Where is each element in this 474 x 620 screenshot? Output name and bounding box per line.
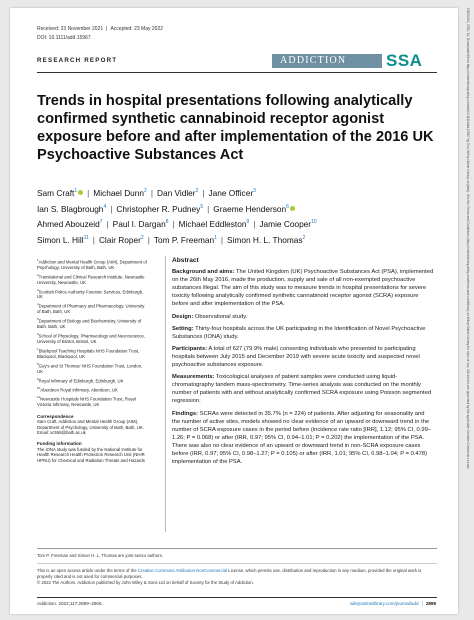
affiliation-marker[interactable]: 2 (195, 188, 199, 194)
author-name[interactable] (37, 219, 113, 229)
accepted-date: Accepted: 23 May 2022 (110, 26, 164, 32)
author-name[interactable] (227, 235, 305, 245)
author-name-text: Clair Roper (98, 235, 141, 246)
abstract-body (172, 268, 434, 466)
ssa-logo: SSA (386, 51, 423, 70)
author-name-text: Paul I. Dargan (112, 219, 166, 230)
author-line (37, 216, 439, 232)
affiliation-item (37, 317, 147, 329)
affiliation-list (37, 258, 147, 408)
affiliation-text: Department of Pharmacy and Pharmacology, University of Bath, Bath, UK (37, 303, 145, 315)
affiliation-marker[interactable]: 8 (165, 219, 169, 226)
affiliation-marker[interactable]: 6 (286, 203, 289, 210)
abstract-paragraph (172, 345, 434, 369)
affiliation-text: Newcastle Hospitals NHS Foundation Trust, Royal Victoria Infirmary, Newcastle, UK (37, 396, 136, 408)
author-name-text: Christopher R. Pudney (116, 203, 201, 214)
affiliation-number: 10 (37, 386, 41, 391)
abstract-section-label: Design: (172, 313, 194, 320)
author-divider: | (220, 235, 224, 246)
download-notice-strip (464, 8, 472, 608)
affiliation-text: Blackpool Teaching Hospitals NHS Foundation Trust, Blackpool, Blackpool, UK (37, 348, 140, 359)
correspondence-text: Sam Craft, Addiction and Mental Health Group (AIM), Department of Psychology, University of Bath, Bath, UK. (37, 419, 144, 430)
author-divider: | (207, 203, 210, 214)
affiliation-marker[interactable]: 5 (200, 203, 204, 210)
author-name-text: Sam Craft (37, 187, 75, 198)
author-name[interactable] (37, 235, 99, 245)
affiliation-text: Translational and Clinical Research Institute, Newcastle University, Newcastle, UK (37, 274, 145, 285)
orcid-icon[interactable] (78, 190, 83, 195)
abstract-section-label: Findings: (172, 410, 199, 417)
funding-block (37, 441, 147, 463)
affiliation-item (37, 377, 147, 384)
author-name-text: Dan Vidler (156, 187, 196, 198)
author-name[interactable] (213, 204, 295, 214)
footnote-rule (37, 548, 437, 549)
article-title: Trends in hospital presentations following analytically confirmed synthetic cannabinoid receptor agonist exposure before and after implementation of the 2016 UK Psychoactive Substances Act (37, 93, 434, 163)
author-name[interactable] (157, 188, 209, 198)
affiliation-marker[interactable]: 2 (144, 188, 147, 194)
abstract-paragraph (172, 410, 434, 467)
affiliation-number: 2 (37, 272, 39, 277)
correspondence-heading: Correspondence (37, 413, 74, 419)
author-name[interactable] (37, 188, 93, 198)
abstract-section-text: SCRAs were detected in 35.7% (n = 224) of patients. After adjusting for seasonality and the number of active sites, models showed no clear evidence of an upward or downward trend in the number of SCRA exposure cases in the period before (incidence rate ratio [IRR], 1.12; 95% CI, 0.99–1.26; P = 0.068) or after (IRR, 0.97; 95% CI, 0.94–1.01; P = 0.202) the implementation of the PSA. There was also no clear evidence of an upward or downward trend in non-SCRA exposure cases before (IRR, 0.97; 95% CI, 0.98–1.27; P = 0.105) or after (IRR, 1.01; 95% CI, 0.98–1.04; P = 0.478) implementation of the PSA. (172, 410, 432, 466)
abstract-section (172, 257, 434, 470)
affiliation-text: Addiction and Mental Health Group (AIM), Department of Psychology, University of Bath, Bath, UK (37, 259, 147, 270)
affiliation-item (37, 362, 147, 374)
author-name-text: Ahmed Abouzeid (37, 219, 100, 230)
license-line-1 (37, 568, 437, 580)
affiliation-text: Department of Biology and Biochemistry, University of Bath, Bath, UK (37, 318, 142, 330)
affiliation-item (37, 258, 147, 270)
affiliations-column (37, 258, 147, 463)
citation-footer: Addiction. 2022;117:2899–2906. (37, 601, 103, 606)
author-name-text: Jamie Cooper (259, 219, 312, 230)
affiliation-marker[interactable]: 10 (311, 219, 317, 226)
affiliation-item (37, 288, 147, 300)
affiliation-text: Aberdeen Royal Infirmary, Aberdeen, UK (40, 387, 118, 393)
affiliation-number: 8 (37, 361, 39, 366)
author-name[interactable] (99, 235, 154, 245)
license-link[interactable]: Creative Commons Attribution-NonCommercial (137, 568, 228, 573)
author-name[interactable] (209, 188, 256, 198)
affiliation-text: Scottish Police Authority Forensic Services, Edinburgh, UK (37, 289, 144, 300)
author-name[interactable] (259, 219, 316, 229)
affiliation-marker[interactable]: 7 (99, 219, 103, 226)
author-line (37, 200, 439, 216)
affiliation-marker[interactable]: 11 (83, 235, 89, 242)
author-name-text: Graeme Henderson (213, 203, 287, 214)
abstract-heading: Abstract (172, 257, 199, 264)
author-divider: | (147, 235, 150, 246)
funding-heading: Funding information (37, 441, 82, 447)
affiliation-item (37, 273, 147, 285)
author-divider: | (92, 235, 95, 246)
author-divider: | (202, 187, 205, 198)
author-name[interactable] (113, 219, 179, 229)
author-name[interactable] (93, 188, 157, 198)
affiliation-number: 9 (37, 376, 39, 381)
license-text-end: License, which permits use, distribution and reproduction in any medium, provided the original work is properly cited and is not used for commercial purposes. (37, 568, 422, 579)
affiliation-item (37, 386, 147, 393)
affiliation-marker[interactable]: 1 (214, 235, 217, 242)
journal-name-banner: ADDICTION (272, 54, 382, 68)
header-rule (37, 72, 437, 73)
author-name-text: Jane Officer (208, 187, 254, 198)
author-name-text: Simon H. L. Thomas (227, 235, 303, 246)
license-notice (37, 568, 437, 585)
affiliation-number: 1 (37, 258, 39, 262)
article-type-label: RESEARCH REPORT (37, 57, 118, 64)
article-page (10, 8, 458, 614)
license-rule (37, 563, 437, 564)
author-name-text: Ian S. Blagbrough (37, 203, 104, 214)
author-list (37, 184, 439, 247)
footer-rule (37, 597, 437, 598)
affiliation-marker[interactable]: 2 (302, 235, 306, 242)
author-name-text: Tom P. Freeman (153, 235, 215, 246)
abstract-section-label: Background and aims: (172, 269, 235, 276)
affiliation-marker[interactable]: 9 (246, 219, 250, 226)
affiliation-number: 4 (37, 302, 39, 307)
license-text: This is an open access article under the terms of the (37, 568, 138, 573)
affiliation-marker[interactable]: 4 (103, 203, 107, 210)
affiliation-number: 7 (37, 346, 39, 351)
page-number: 2899 (425, 601, 437, 606)
author-name-text: Michael Dunn (93, 187, 145, 198)
affiliation-marker[interactable]: 1 (74, 188, 78, 194)
joint-authors-footnote: Tom P. Freeman and Simon H. L. Thomas are joint senior authors. (37, 553, 163, 558)
abstract-paragraph (172, 313, 434, 321)
orcid-icon[interactable] (290, 206, 295, 211)
affiliation-text: Royal Infirmary of Edinburgh, Edinburgh, UK (38, 378, 124, 384)
affiliation-text: School of Physiology, Pharmacology and Neuroscience, University of Bristol, Bristol, UK (37, 333, 146, 344)
abstract-section-text: The United Kingdom (UK) Psychoactive Substances Act (PSA), implemented on the 26th May 2016, made the production, supply and sale of all non-exempted psychoactive substances illegal. The aim of this study was to measure trends in hospital presentations for severe toxicity following analytically confirmed synthetic cannabinoid receptor agonist (SCRA) exposure before and after implementation of the PSA. (172, 269, 434, 308)
abstract-section-text: Toxicological analyses of patient samples were conducted using liquid-chromatography tandem mass-spectrometry. Time-series analysis was conducted on the monthly number of patients with and without analytically confirmed SCRA exposure using Poisson segmented regression. (172, 374, 432, 405)
download-notice-text: 13600443, 2022, 11, Downloaded from https://onlinelibrary.wiley.com/doi/10.1111/add.15967 by Test, Wiley Online Library on [date]. See the Terms and Conditions (https://onlinelibrary.wiley.com/terms-and-conditions) on Wiley Online Library for rules of use; OA articles are governed by the applicable Creative Commons License (466, 8, 470, 469)
affiliation-marker[interactable]: 2 (140, 235, 144, 242)
author-name[interactable] (37, 204, 116, 214)
author-line (37, 184, 439, 200)
author-line (37, 231, 439, 247)
author-divider: | (87, 187, 90, 198)
correspondence-block (37, 414, 147, 436)
abstract-paragraph (172, 373, 434, 405)
author-divider: | (110, 203, 113, 214)
abstract-paragraph (172, 268, 434, 308)
author-name[interactable] (116, 204, 213, 214)
affiliation-marker[interactable]: 3 (253, 188, 256, 194)
author-divider: | (150, 187, 153, 198)
abstract-section-text: Thirty-four hospitals across the UK participating in the Identification of Novel Psychoactive Substances (IONA) study. (172, 325, 426, 340)
abstract-section-label: Setting: (172, 325, 194, 332)
author-name-text: Simon L. Hill (37, 235, 84, 246)
affiliation-item (37, 332, 147, 344)
author-divider: | (106, 219, 109, 230)
affiliation-text: Guy's and St Thomas' NHS Foundation Trust, London, UK (37, 363, 143, 374)
copyright-line: © 2022 The Authors. Addiction published by John Wiley & Sons Ltd on behalf of Society for the Study of Addiction. (37, 579, 254, 585)
article-dates: Received: 23 November 2021 | Accepted: 23 May 2022 (37, 26, 164, 32)
abstract-section-label: Participants: (172, 345, 208, 352)
affiliation-item (37, 347, 147, 359)
author-name-text: Michael Eddleston (178, 219, 247, 230)
affiliation-item (37, 302, 147, 314)
author-name[interactable] (154, 235, 227, 245)
author-divider: | (253, 219, 256, 230)
journal-url-footer: wileyonlinelibrary.com/journal/add | 2899 (350, 601, 437, 606)
abstract-section-text: Observational study. (194, 313, 248, 320)
abstract-paragraph (172, 325, 434, 341)
doi[interactable]: DOI: 10.1111/add.15967 (37, 35, 91, 41)
correspondence-email[interactable]: Email: sc558@bath.ac.uk (37, 429, 86, 435)
affiliation-number: 5 (37, 317, 39, 322)
affiliation-number: 3 (37, 287, 39, 292)
affiliation-number: 11 (37, 395, 41, 400)
affiliation-number: 6 (37, 332, 39, 337)
abstract-section-text: A total of 627 (79.9% male) consenting individuals who presented to participating hospitals between July 2015 and December 2019 with severe acute toxicity and suspected novel psychoactive substances exposure. (172, 345, 420, 369)
funding-text: The iONA study was funded by the National Institute for Health Research Health Protection Research Unit (NIHR HPRU) for Chemical and Radiation Threats and Hazards (37, 446, 145, 463)
received-date: Received: 23 November 2021 (37, 26, 104, 32)
affiliation-item (37, 395, 147, 407)
journal-url-link[interactable]: wileyonlinelibrary.com/journal/add (350, 601, 419, 606)
author-divider: | (172, 219, 175, 230)
column-divider (165, 256, 166, 532)
abstract-section-label: Measurements: (172, 374, 215, 381)
author-name[interactable] (179, 219, 260, 229)
